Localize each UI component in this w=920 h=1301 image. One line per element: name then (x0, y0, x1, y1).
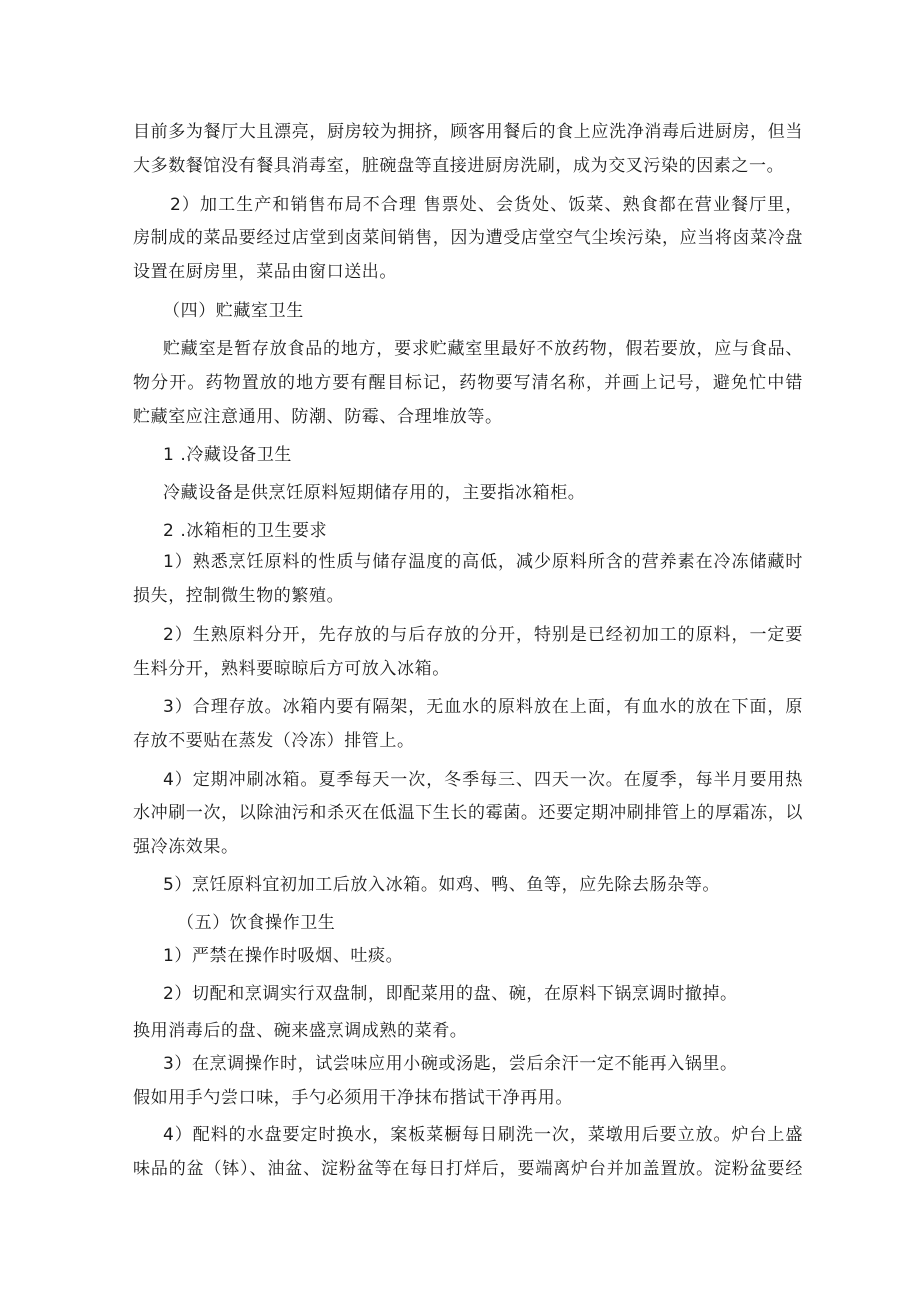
text-line: 水冲刷一次，以除油污和杀灭在低温下生长的霉菌。还要定期冲刷排管上的厚霜冻，以 (133, 803, 803, 823)
text-line: 贮藏室是暂存放食品的地方，要求贮藏室里最好不放药物，假若要放，应与食品、 (163, 339, 803, 359)
text-line: 3）在烹调操作时，试尝味应用小碗或汤匙，尝后余汗一定不能再入锅里。 (163, 1054, 738, 1074)
text-line: 1）熟悉烹饪原料的性质与储存温度的高低，减少原料所含的营养素在冷冻储藏时 (163, 552, 803, 572)
text-line: 损失，控制微生物的繁殖。 (133, 586, 345, 606)
text-line: 强冷冻效果。 (133, 837, 239, 857)
text-line: 假如用手勺尝口味，手勺必须用干净抹布揩试干净再用。 (133, 1088, 573, 1108)
text-line: 大多数餐馆没有餐具消毒室，脏碗盘等直接进厨房洗刷，成为交叉污染的因素之一。 (133, 156, 785, 176)
text-line: 物分开。药物置放的地方要有醒目标记，药物要写清名称，并画上记号，避免忙中错 (133, 373, 803, 393)
text-line: 贮藏室应注意通用、防潮、防霉、合理堆放等。 (133, 407, 503, 427)
text-line: 生料分开，熟料要晾晾后方可放入冰箱。 (133, 659, 450, 679)
text-line: 2）加工生产和销售布局不合理 售票处、会货处、饭菜、熟食都在营业餐厅里， (170, 195, 803, 215)
text-line: 4）配料的水盘要定时换水，案板菜橱每日刷洗一次，菜墩用后要立放。炉台上盛 (163, 1125, 803, 1145)
text-line: 味品的盆（钵）、油盆、淀粉盆等在每日打烊后，要端离炉台并加盖置放。淀粉盆要经 (133, 1159, 803, 1179)
section-heading: （四）贮藏室卫生 (163, 301, 304, 321)
subsection-heading: 1 .冷藏设备卫生 (163, 445, 293, 465)
text-line: 2）生熟原料分开，先存放的与后存放的分开，特别是已经初加工的原料，一定要 (163, 625, 803, 645)
text-line: 5）烹饪原料宜初加工后放入冰箱。如鸡、鸭、鱼等，应先除去肠杂等。 (163, 875, 721, 895)
text-line: 4）定期冲刷冰箱。夏季每天一次，冬季每三、四天一次。在厦季，每半月要用热 (163, 770, 803, 790)
text-line: 换用消毒后的盘、碗来盛烹调成熟的菜肴。 (133, 1021, 468, 1041)
section-heading: （五）饮食操作卫生 (177, 913, 336, 933)
text-line: 2）切配和烹调实行双盘制，即配菜用的盘、碗，在原料下锅烹调时撤掉。 (163, 984, 738, 1004)
text-line: 设置在厨房里，菜品由窗口送出。 (133, 262, 397, 282)
text-line: 冷藏设备是供烹饪原料短期储存用的，主要指冰箱柜。 (163, 483, 586, 503)
text-line: 存放不要贴在蒸发（冷冻）排管上。 (133, 731, 415, 751)
text-line: 目前多为餐厅大且漂亮，厨房较为拥挤，顾客用餐后的食上应洗净消毒后进厨房，但当 (133, 122, 803, 142)
text-line: 3）合理存放。冰箱内要有隔架，无血水的原料放在上面，有血水的放在下面，原 (163, 697, 803, 717)
subsection-heading: 2 .冰箱柜的卫生要求 (163, 521, 328, 541)
text-line: 房制成的菜品要经过店堂到卤菜间销售，因为遭受店堂空气尘埃污染，应当将卤菜冷盘 (133, 228, 803, 248)
text-line: 1）严禁在操作时吸烟、吐痰。 (163, 946, 404, 966)
